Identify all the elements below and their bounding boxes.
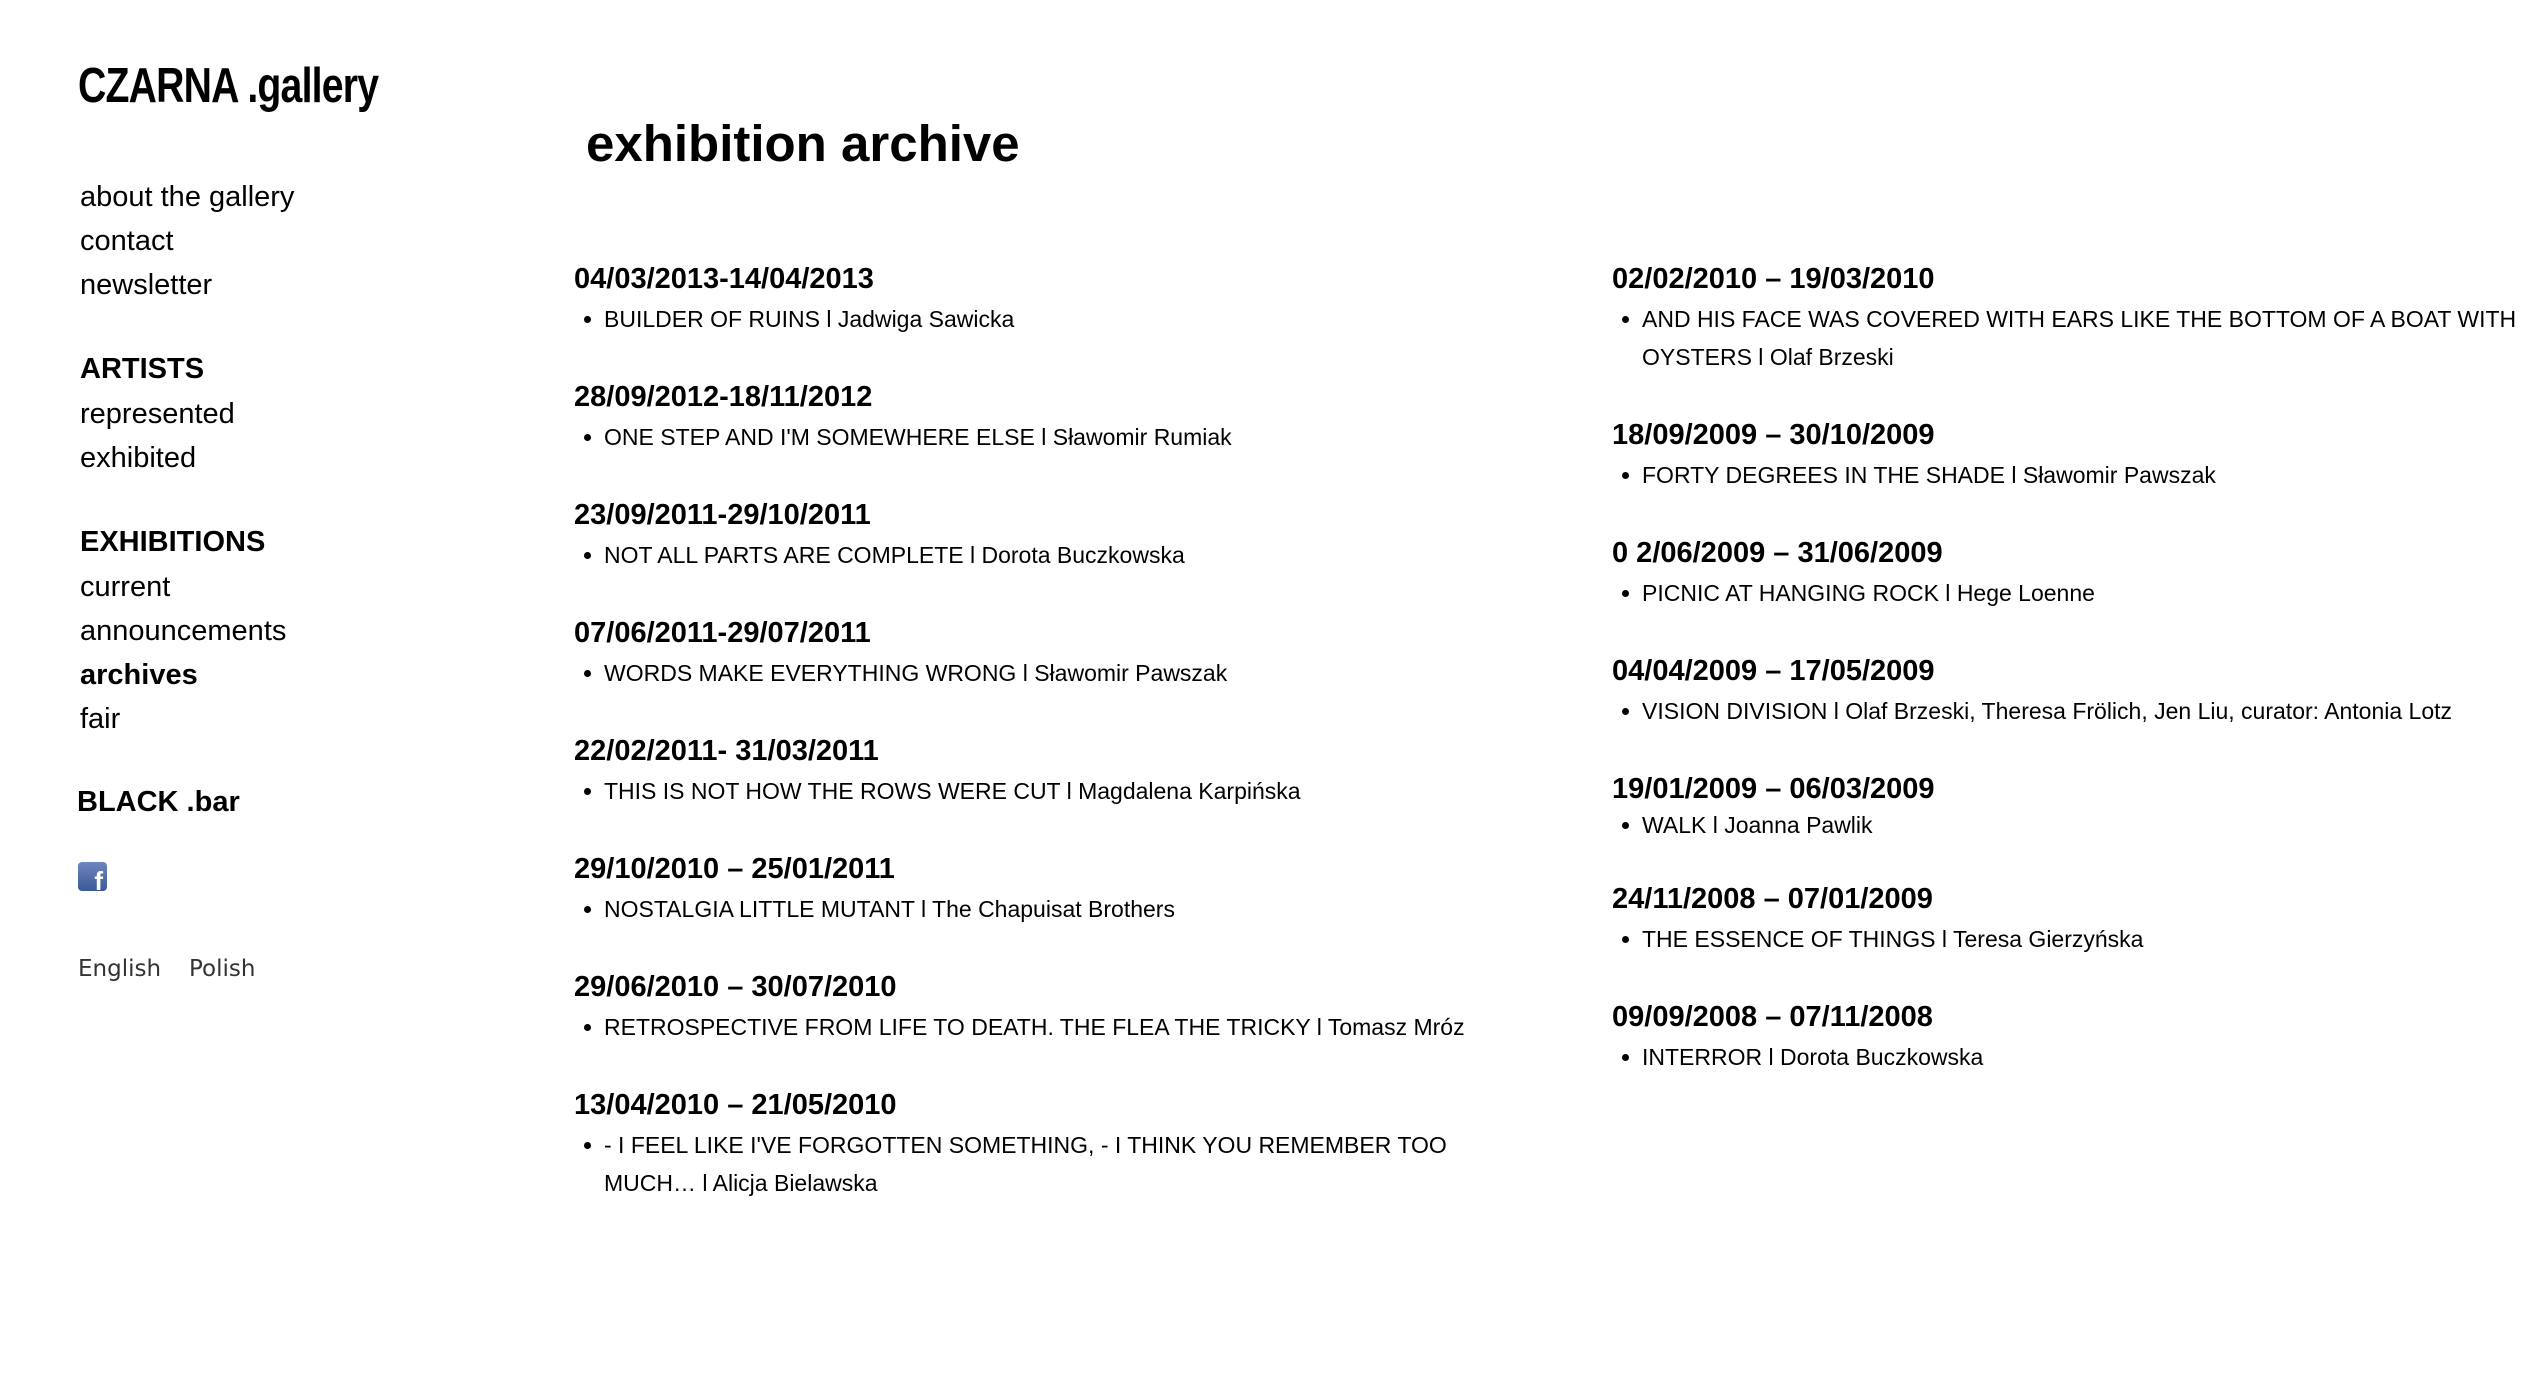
exhibition-entry bbox=[574, 734, 1514, 810]
exhibition-dates: 22/02/2011- 31/03/2011 bbox=[574, 735, 879, 767]
exhibition-title[interactable]: WALK bbox=[1642, 812, 1707, 838]
exhibition-artist: Alicja Bielawska bbox=[712, 1170, 878, 1196]
exhibition-title[interactable]: NOT ALL PARTS ARE COMPLETE bbox=[604, 542, 964, 568]
separator: l bbox=[1310, 1014, 1328, 1040]
exhibition-title[interactable]: PICNIC AT HANGING ROCK bbox=[1642, 580, 1939, 606]
exhibition-item[interactable] bbox=[574, 418, 1514, 456]
exhibition-title[interactable]: THIS IS NOT HOW THE ROWS WERE CUT bbox=[604, 778, 1061, 804]
exhibition-item[interactable] bbox=[574, 772, 1514, 810]
exhibition-title[interactable]: WORDS MAKE EVERYTHING WRONG bbox=[604, 660, 1017, 686]
exhibition-dates: 19/01/2009 – 06/03/2009 bbox=[1612, 773, 1935, 805]
exhibition-artist: Sławomir Pawszak bbox=[1034, 660, 1228, 686]
separator: l bbox=[1016, 660, 1035, 686]
exhibition-item[interactable] bbox=[1612, 806, 2512, 844]
nav-archives[interactable]: archives bbox=[80, 659, 198, 691]
exhibition-entry bbox=[1612, 262, 2517, 376]
exhibition-artist: Hege Loenne bbox=[1956, 580, 2095, 606]
artists-heading: ARTISTS bbox=[80, 353, 205, 385]
exhibition-entry bbox=[574, 380, 1514, 456]
exhibition-artist: The Chapuisat Brothers bbox=[932, 896, 1175, 922]
nav-black-bar[interactable]: BLACK .bar bbox=[77, 786, 240, 818]
exhibition-entry bbox=[574, 970, 1514, 1046]
exhibition-item[interactable] bbox=[1612, 1038, 2512, 1076]
exhibition-entry bbox=[1612, 1000, 2512, 1076]
exhibition-dates: 29/10/2010 – 25/01/2011 bbox=[574, 853, 895, 885]
exhibition-title[interactable]: ONE STEP AND I'M SOMEWHERE ELSE bbox=[604, 424, 1035, 450]
exhibition-entry bbox=[1612, 536, 2512, 612]
exhibition-dates: 04/03/2013-14/04/2013 bbox=[574, 263, 874, 295]
language-english[interactable]: English bbox=[78, 956, 162, 982]
separator: l bbox=[1060, 778, 1079, 804]
separator: l bbox=[1762, 1044, 1781, 1070]
exhibition-entry bbox=[574, 1088, 1514, 1202]
exhibition-item[interactable] bbox=[1612, 574, 2512, 612]
exhibition-artist: Jadwiga Sawicka bbox=[837, 306, 1015, 332]
exhibition-title[interactable]: - I FEEL LIKE I'VE FORGOTTEN SOMETHING, - I THINK YOU REMEMBER TOO MUCH… bbox=[604, 1132, 1447, 1196]
exhibition-artist: Olaf Brzeski bbox=[1769, 344, 1894, 370]
exhibition-item[interactable] bbox=[574, 890, 1514, 928]
nav-contact[interactable]: contact bbox=[80, 225, 174, 257]
archive-column-right bbox=[1612, 262, 2517, 1076]
exhibition-title[interactable]: NOSTALGIA LITTLE MUTANT bbox=[604, 896, 915, 922]
exhibitions-heading: EXHIBITIONS bbox=[80, 526, 266, 558]
exhibition-item[interactable] bbox=[574, 1008, 1514, 1046]
exhibition-artist: Sławomir Rumiak bbox=[1052, 424, 1232, 450]
exhibition-item[interactable] bbox=[1612, 920, 2512, 958]
exhibition-dates: 07/06/2011-29/07/2011 bbox=[574, 617, 871, 649]
exhibition-entry bbox=[574, 498, 1514, 574]
exhibition-artist: Teresa Gierzyńska bbox=[1953, 926, 2144, 952]
language-polish[interactable]: Polish bbox=[189, 956, 256, 982]
nav-current[interactable]: current bbox=[80, 571, 171, 603]
exhibition-item[interactable] bbox=[574, 536, 1514, 574]
exhibition-dates: 23/09/2011-29/10/2011 bbox=[574, 499, 871, 531]
exhibition-entry bbox=[1612, 772, 2512, 844]
exhibition-dates: 24/11/2008 – 07/01/2009 bbox=[1612, 883, 1933, 915]
exhibition-entry bbox=[574, 262, 1514, 338]
separator: l bbox=[1938, 580, 1957, 606]
exhibition-dates: 09/09/2008 – 07/11/2008 bbox=[1612, 1001, 1933, 1033]
exhibition-artist: Dorota Buczkowska bbox=[981, 542, 1185, 568]
exhibition-dates: 13/04/2010 – 21/05/2010 bbox=[574, 1089, 897, 1121]
separator: l bbox=[696, 1170, 713, 1196]
exhibition-item[interactable] bbox=[574, 1126, 1464, 1202]
exhibition-title[interactable]: AND HIS FACE WAS COVERED WITH EARS LIKE THE BOTTOM OF A BOAT WITH OYSTERS bbox=[1642, 306, 2517, 370]
exhibition-artist: Sławomir Pawszak bbox=[2022, 462, 2216, 488]
exhibition-dates: 0 2/06/2009 – 31/06/2009 bbox=[1612, 537, 1943, 569]
exhibition-artist: Joanna Pawlik bbox=[1724, 812, 1873, 838]
page-title: exhibition archive bbox=[586, 115, 1020, 172]
separator: l bbox=[1751, 344, 1770, 370]
nav-represented[interactable]: represented bbox=[80, 398, 235, 430]
exhibition-title[interactable]: BUILDER OF RUINS bbox=[604, 306, 820, 332]
exhibition-entry bbox=[1612, 418, 2512, 494]
archive-column-left bbox=[574, 262, 1514, 1202]
exhibition-dates: 02/02/2010 – 19/03/2010 bbox=[1612, 263, 1935, 295]
exhibition-item[interactable] bbox=[1612, 692, 2512, 730]
separator: l bbox=[1706, 812, 1725, 838]
exhibition-entry bbox=[1612, 654, 2512, 730]
exhibition-entry bbox=[574, 852, 1514, 928]
exhibition-title[interactable]: INTERROR bbox=[1642, 1044, 1763, 1070]
separator: l bbox=[1827, 698, 1846, 724]
exhibition-artist: Tomasz Mróz bbox=[1327, 1014, 1465, 1040]
exhibition-artist: Dorota Buczkowska bbox=[1780, 1044, 1984, 1070]
exhibition-item[interactable] bbox=[574, 654, 1514, 692]
exhibition-item[interactable] bbox=[1612, 300, 2522, 376]
exhibition-artist: Olaf Brzeski, Theresa Frölich, Jen Liu, curator: Antonia Lotz bbox=[1845, 698, 2453, 724]
exhibition-dates: 28/09/2012-18/11/2012 bbox=[574, 381, 873, 413]
nav-fair[interactable]: fair bbox=[80, 703, 121, 735]
exhibition-dates: 29/06/2010 – 30/07/2010 bbox=[574, 971, 897, 1003]
exhibition-dates: 18/09/2009 – 30/10/2009 bbox=[1612, 419, 1935, 451]
exhibition-entry bbox=[574, 616, 1514, 692]
exhibition-entry bbox=[1612, 882, 2512, 958]
separator: l bbox=[914, 896, 933, 922]
exhibition-title[interactable]: FORTY DEGREES IN THE SHADE bbox=[1642, 462, 2005, 488]
separator: l bbox=[819, 306, 838, 332]
exhibition-title[interactable]: THE ESSENCE OF THINGS bbox=[1642, 926, 1936, 952]
exhibition-dates: 04/04/2009 – 17/05/2009 bbox=[1612, 655, 1935, 687]
nav-about-the-gallery[interactable]: about the gallery bbox=[80, 181, 295, 213]
separator: l bbox=[963, 542, 982, 568]
nav-exhibited[interactable]: exhibited bbox=[80, 442, 197, 474]
nav-newsletter[interactable]: newsletter bbox=[80, 269, 213, 301]
separator: l bbox=[1034, 424, 1053, 450]
gallery-logo[interactable]: CZARNA .gallery bbox=[78, 59, 379, 113]
separator: l bbox=[2004, 462, 2023, 488]
facebook-icon[interactable]: f bbox=[78, 862, 107, 891]
exhibition-title[interactable]: VISION DIVISION bbox=[1642, 698, 1828, 724]
nav-announcements[interactable]: announcements bbox=[80, 615, 287, 647]
exhibition-title[interactable]: RETROSPECTIVE FROM LIFE TO DEATH. THE FLEA THE TRICKY bbox=[604, 1014, 1311, 1040]
separator: l bbox=[1935, 926, 1953, 952]
exhibition-artist: Magdalena Karpińska bbox=[1078, 778, 1301, 804]
exhibition-item[interactable] bbox=[1612, 456, 2512, 494]
exhibition-item[interactable] bbox=[574, 300, 1514, 338]
